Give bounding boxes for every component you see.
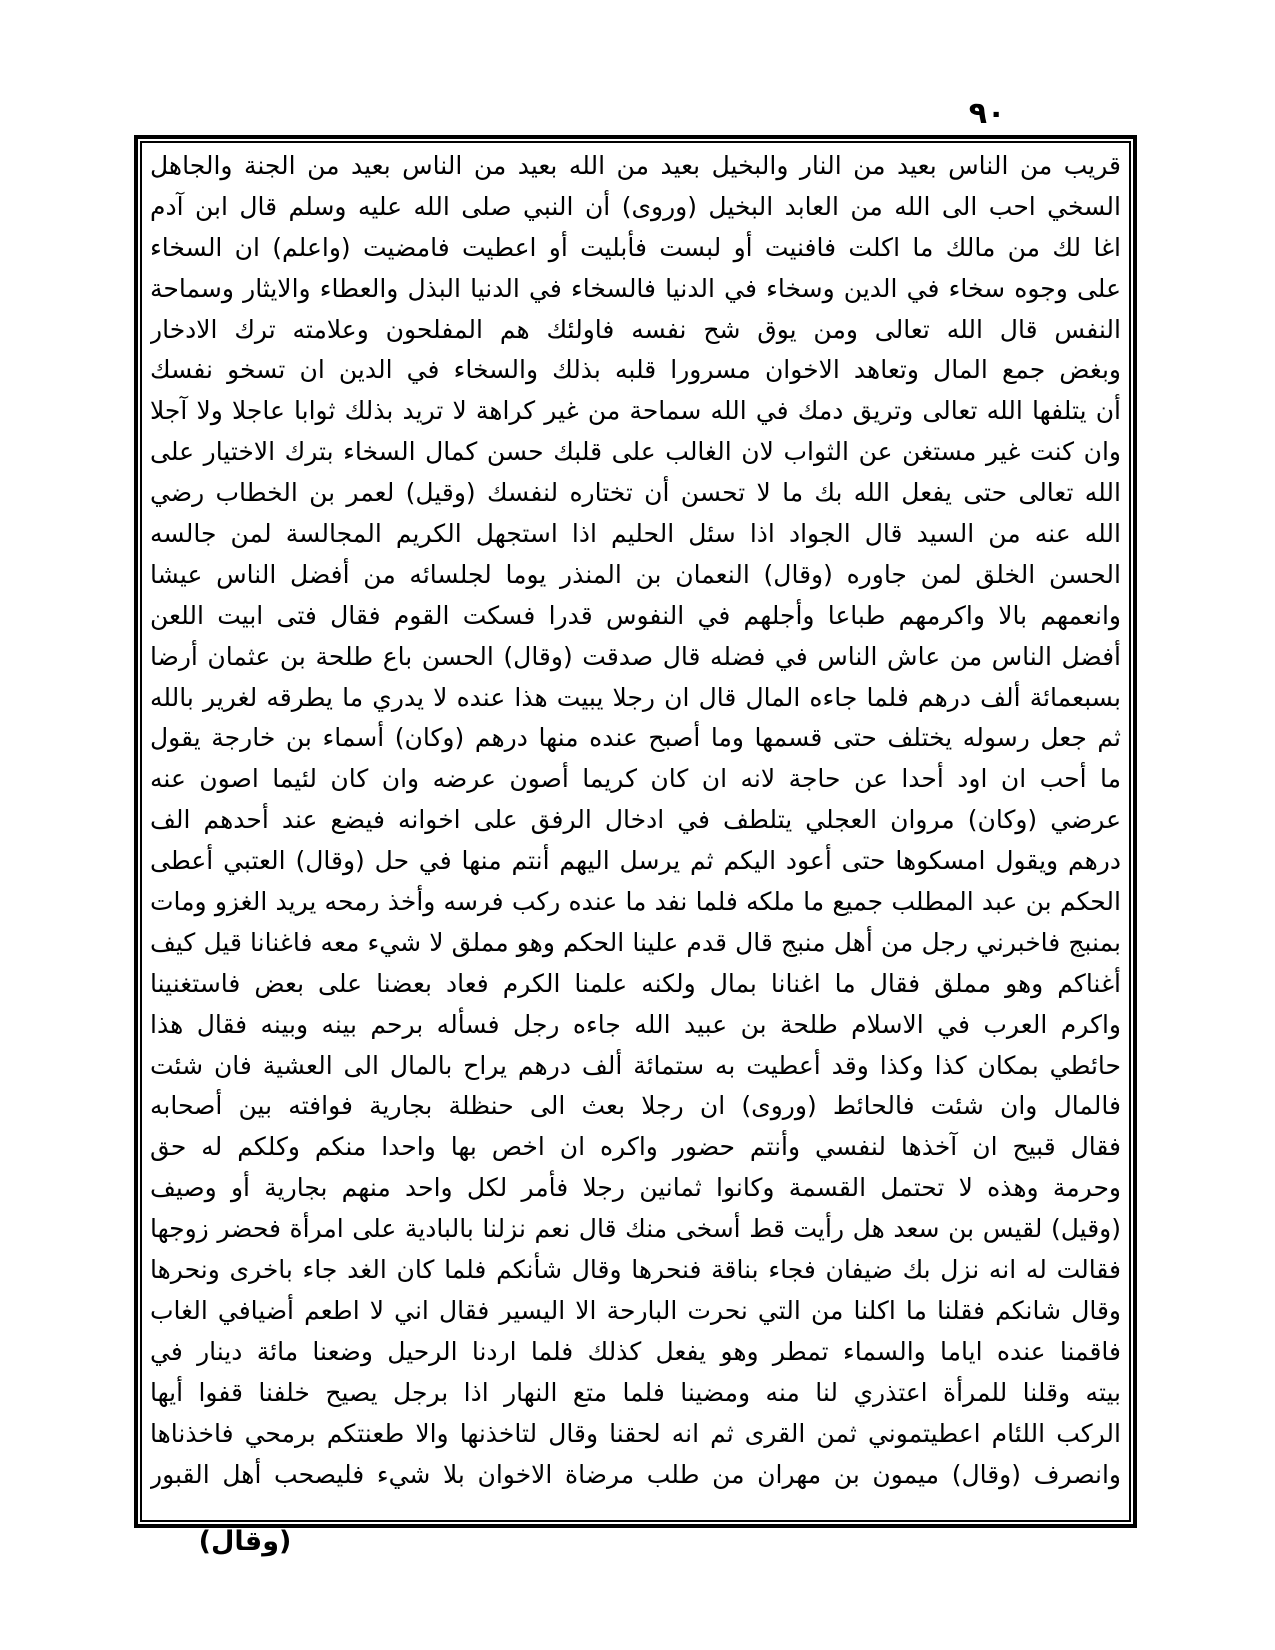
text-line: الحسن الخلق لمن جاوره (وقال) النعمان بن المنذر يوما لجلسائه من أفضل الناس عيشا xyxy=(150,559,1121,589)
text-line: وانعمهم بالا واكرمهم طباعا وأجلهم في النفوس قدرا فسكت القوم فقال فتى ابيت اللعن xyxy=(150,600,1121,630)
text-line: السخي احب الى الله من العابد البخيل (وروى) أن النبي صلى الله عليه وسلم قال ابن آدم xyxy=(150,191,1121,221)
text-line: النفس قال الله تعالى ومن يوق شح نفسه فاولئك هم المفلحون وعلامته ترك الادخار xyxy=(150,314,1121,344)
text-line: ثم جعل رسوله يختلف حتى قسمها وما أصبح عنده منها درهم (وكان) أسماء بن خارجة يقول xyxy=(150,723,1121,753)
main-text-block xyxy=(150,146,1121,1495)
text-line: واكرم العرب في الاسلام طلحة بن عبيد الله جاءه رجل فسأله برحم بينه وبينه فقال هذا xyxy=(150,1009,1121,1039)
text-line: بمنبج فاخبرني رجل من أهل منبج قال قدم علينا الحكم وهو مملق لا شيء معه فاغنانا قيل كيف xyxy=(150,927,1121,957)
text-line: الحكم بن عبد المطلب جميع ما ملكه فلما نفد ما عنده ركب فرسه وأخذ رمحه يريد الغزو ومات xyxy=(150,887,1121,917)
text-line: الركب اللئام اعطيتموني ثمن القرى ثم انه لحقنا وقال لتاخذنها والا طعنتكم برمحي فاخذناها xyxy=(150,1418,1121,1448)
text-line: درهم ويقول امسكوها حتى أعود اليكم ثم يرسل اليهم أنتم منها في حل (وقال) العتبي أعطى xyxy=(150,846,1121,876)
text-line: فالمال وان شئت فالحائط (وروى) ان رجلا بعث الى حنظلة بجارية فوافته بين أصحابه xyxy=(150,1091,1121,1121)
text-line: أن يتلفها الله تعالى وتريق دمك في الله سماحة من غير كراهة لا تريد بذلك ثوابا عاجلا ولا آجلا xyxy=(150,396,1121,426)
text-line: أفضل الناس من عاش الناس في فضله قال صدقت (وقال) الحسن باع طلحة بن عثمان أرضا xyxy=(150,641,1121,671)
text-line: عرضي (وكان) مروان العجلي يتلطف في ادخال الرفق على اخوانه فيضع عند أحدهم الف xyxy=(150,805,1121,835)
text-line: أغناكم وهو مملق فقال ما اغنانا بمال ولكنه علمنا الكرم فعاد بعضنا على بعض فاستغنينا xyxy=(150,968,1121,998)
text-line: وان كنت غير مستغن عن الثواب لان الغالب على قلبك حسن كمال السخاء بترك الاختيار على xyxy=(150,437,1121,467)
page-number: ٩٠ xyxy=(968,96,1006,131)
text-line: وبغض جمع المال وتعاهد الاخوان مسرورا قلبه بذلك والسخاء في الدين ان تسخو نفسك xyxy=(150,355,1121,385)
text-line: فقالت له انه نزل بك ضيفان فجاء بناقة فنحرها وقال شأنكم فلما كان الغد جاء باخرى ونحرها xyxy=(150,1255,1121,1285)
text-line: (وقيل) لقيس بن سعد هل رأيت قط أسخى منك قال نعم نزلنا بالبادية على امرأة فحضر زوجها xyxy=(150,1214,1121,1244)
text-line: حائطي بمكان كذا وكذا وقد أعطيت به ستمائة ألف درهم يراح بالمال الى العشية فان شئت xyxy=(150,1050,1121,1080)
text-line: ما أحب ان اود أحدا عن حاجة لانه ان كان كريما أصون عرضه وان كان لئيما اصون عنه xyxy=(150,764,1121,794)
text-line: قريب من الناس بعيد من النار والبخيل بعيد من الله بعيد من الناس بعيد من الجنة والجاهل xyxy=(150,151,1121,180)
text-line: وانصرف (وقال) ميمون بن مهران من طلب مرضاة الاخوان بلا شيء فليصحب أهل القبور xyxy=(150,1459,1121,1489)
text-line: اغا لك من مالك ما اكلت فافنيت أو لبست فأبليت أو اعطيت فامضيت (واعلم) ان السخاء xyxy=(150,232,1121,262)
text-line: بيته وقلنا للمرأة اعتذري لنا منه ومضينا فلما متع النهار اذا برجل يصيح خلفنا قفوا أيها xyxy=(150,1377,1121,1407)
text-line: وقال شانكم فقلنا ما اكلنا من التي نحرت البارحة الا اليسير فقال اني لا اطعم أضيافي الغاب xyxy=(150,1295,1121,1325)
catchword: (وقال) xyxy=(198,1526,292,1557)
text-line: على وجوه سخاء في الدين وسخاء في الدنيا فالسخاء في الدنيا البذل والعطاء والايثار وسماحة xyxy=(150,273,1121,303)
text-line: بسبعمائة ألف درهم فلما جاءه المال قال ان رجلا يبيت هذا عنده لا يدري ما يطرقه لغرير بالله xyxy=(150,682,1121,712)
text-line: الله عنه من السيد قال الجواد اذا سئل الحليم اذا استجهل الكريم المجالسة لمن جالسه xyxy=(150,519,1121,549)
text-line: الله تعالى حتى يفعل الله بك ما لا تحسن أن تختاره لنفسك (وقيل) لعمر بن الخطاب رضي xyxy=(150,478,1121,508)
text-line: وحرمة وهذه لا تحتمل القسمة وكانوا ثمانين رجلا فأمر لكل واحد منهم بجارية أو وصيف xyxy=(150,1173,1121,1203)
text-line: فاقمنا عنده اياما والسماء تمطر وهو يفعل كذلك فلما اردنا الرحيل وضعنا مائة دينار في xyxy=(150,1336,1121,1366)
text-line: فقال قبيح ان آخذها لنفسي وأنتم حضور واكره ان اخص بها واحدا منكم وكلكم له حق xyxy=(150,1132,1121,1162)
